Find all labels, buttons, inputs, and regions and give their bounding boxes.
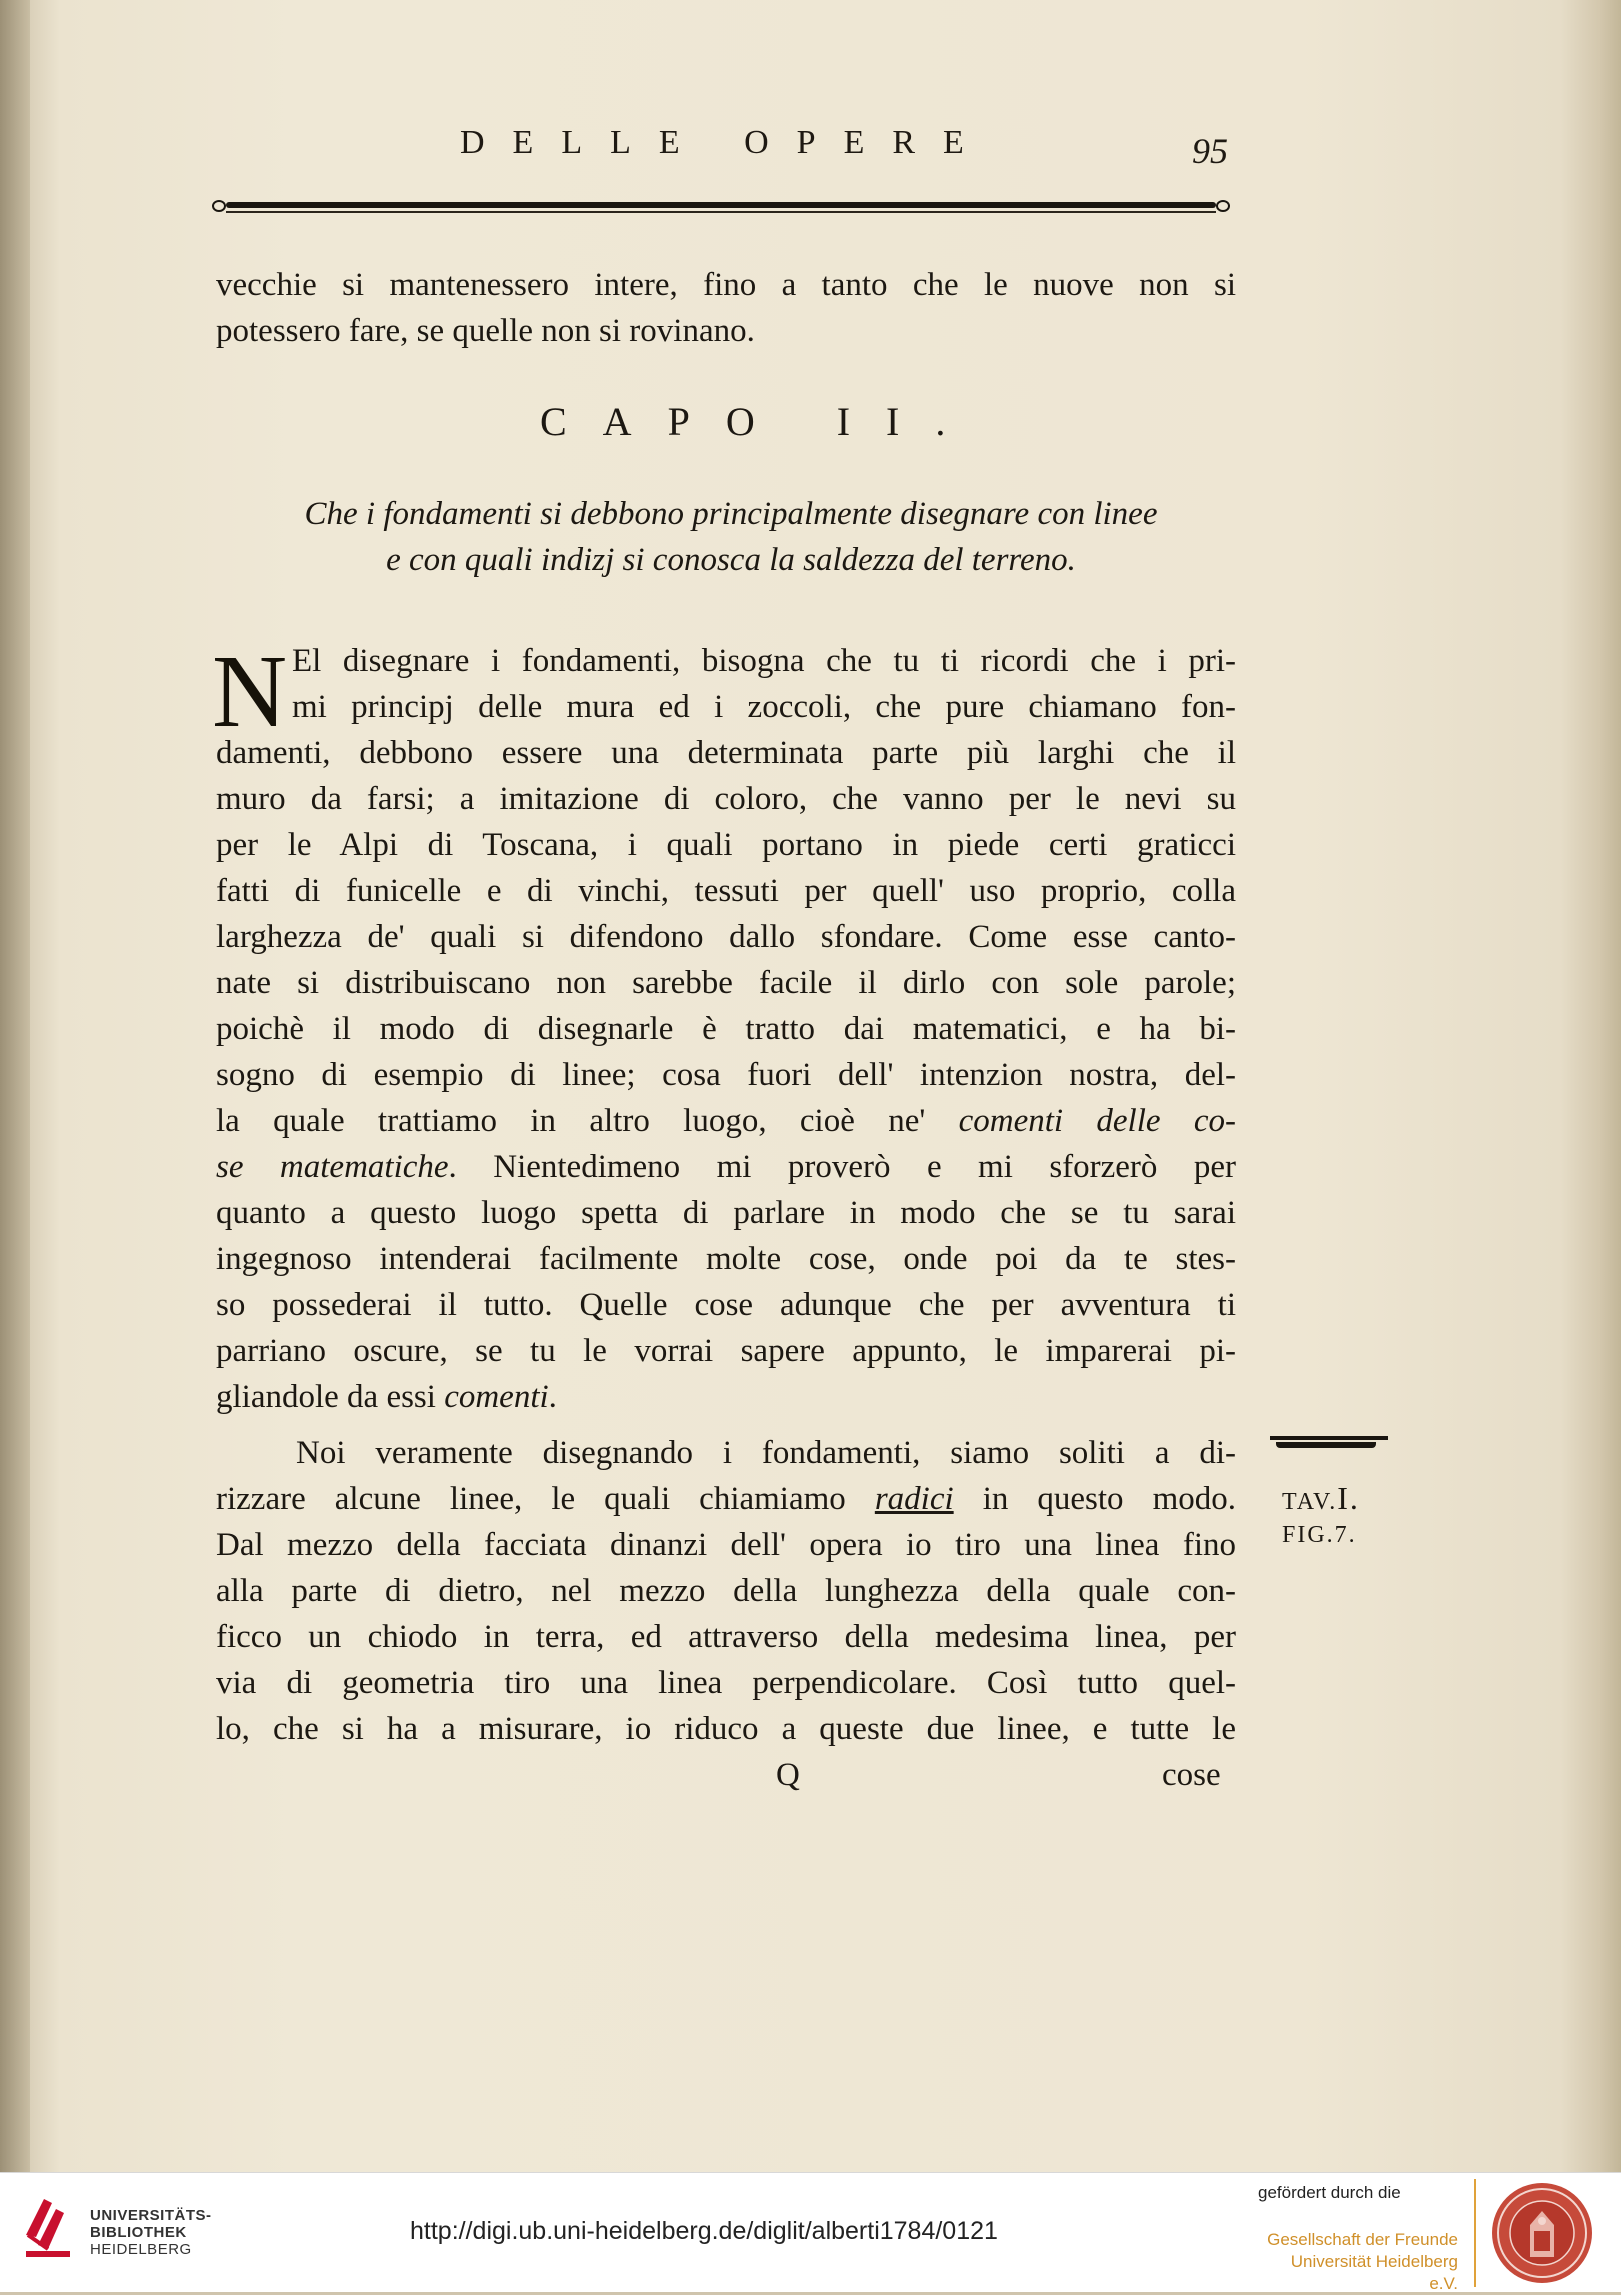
footer-divider (1474, 2179, 1476, 2287)
text-line (216, 1144, 1236, 1190)
running-title: DELLE OPERE (460, 124, 992, 161)
rule-thin-line (226, 211, 1216, 213)
text-line: poichè il modo di disegnarle è tratto dai matematici, e ha bi- (216, 1011, 1236, 1047)
margin-ornament (1270, 1436, 1388, 1450)
text-line: fatti di funicelle e di vinchi, tessuti per quell' uso proprio, colla (216, 873, 1236, 909)
library-name-line: HEIDELBERG (90, 2241, 192, 2258)
signature-mark: Q (776, 1757, 800, 1793)
footer-bar (0, 2172, 1621, 2292)
text-line: El disegnare i fondamenti, bisogna che tu ti ricordi che i pri- (292, 643, 1236, 679)
text-line (216, 1476, 1236, 1522)
catchword: cose (1162, 1757, 1221, 1793)
sponsor-name-line: Universität Heidelberg e.V. (1290, 2252, 1458, 2293)
text-line: potessero fare, se quelle non si rovinano. (216, 313, 755, 349)
italic-text-run: radici (874, 1481, 954, 1517)
text-line: alla parte di dietro, nel mezzo della lunghezza della quale con- (216, 1573, 1236, 1609)
italic-text-run: comenti (444, 1379, 549, 1415)
text-line: Noi veramente disegnando i fondamenti, siamo soliti a di- (296, 1435, 1236, 1471)
text-line: sogno di esempio di linee; cosa fuori dell' intenzion nostra, del- (216, 1057, 1236, 1093)
text-run: . (548, 1379, 557, 1415)
text-line: mi principj delle mura ed i zoccoli, che pure chiamano fon- (292, 689, 1236, 725)
margin-note-plate (1282, 1480, 1360, 1517)
text-line: lo, che si ha a misurare, io riduco a queste due linee, e tutte le (216, 1711, 1236, 1747)
permalink-url[interactable]: http://digi.ub.uni-heidelberg.de/diglit/alberti1784/0121 (410, 2217, 998, 2245)
italic-text-run: comenti delle co- (958, 1103, 1236, 1139)
header-rule (212, 200, 1230, 214)
margin-ornament-bar (1270, 1436, 1388, 1440)
margin-ornament-bar (1276, 1442, 1376, 1448)
page-number: 95 (1192, 131, 1228, 171)
plate-number: I. (1337, 1480, 1360, 1516)
margin-note-figure (1282, 1522, 1357, 1549)
text-line: ficco un chiodo in terra, ed attraverso della medesima linea, per (216, 1619, 1236, 1655)
text-run: la quale trattiamo in altro luogo, cioè ne' (216, 1103, 959, 1139)
chapter-subtitle-line: Che i fondamenti si debbono principalmente disegnare con linee (304, 496, 1158, 532)
text-line: damenti, debbono essere una determinata parte più larghi che il (216, 735, 1236, 771)
plate-label: TAV. (1282, 1489, 1338, 1515)
italic-text-run: se matematiche (216, 1149, 449, 1185)
text-line (216, 1374, 1236, 1420)
rule-left-ornament (212, 200, 226, 212)
text-line: parriano oscure, se tu le vorrai sapere appunto, le imparerai pi- (216, 1333, 1236, 1369)
rule-right-ornament (1216, 200, 1230, 212)
library-name-line: UNIVERSITÄTS- (90, 2207, 212, 2224)
figure-label: FIG. (1282, 1522, 1335, 1548)
text-line: per le Alpi di Toscana, i quali portano in piede certi graticci (216, 827, 1236, 863)
library-name-line: BIBLIOTHEK (90, 2224, 187, 2241)
sponsor-caption: gefördert durch die (1258, 2183, 1401, 2202)
sponsor-name[interactable] (1260, 2229, 1458, 2295)
text-run: . Nientedimeno mi proverò e mi sforzerò per (448, 1149, 1236, 1185)
text-line: nate si distribuiscano non sarebbe facile il dirlo con sole parole; (216, 965, 1236, 1001)
text-line: via di geometria tiro una linea perpendicolare. Così tutto quel- (216, 1665, 1236, 1701)
text-line: so possederai il tutto. Quelle cose adunque che per avventura ti (216, 1287, 1236, 1323)
chapter-heading: CAPO II. (540, 399, 982, 444)
text-run: in questo modo. (953, 1481, 1236, 1517)
chapter-subtitle-line: e con quali indizj si conosca la saldezza del terreno. (386, 542, 1076, 578)
library-name (90, 2207, 212, 2258)
text-line: quanto a questo luogo spetta di parlare in modo che se tu sarai (216, 1195, 1236, 1231)
text-line: larghezza de' quali si difendono dallo sfondare. Come esse canto- (216, 919, 1236, 955)
university-seal-icon (1490, 2181, 1594, 2285)
sponsor-name-line: Gesellschaft der Freunde (1267, 2230, 1458, 2249)
text-line: vecchie si mantenessero intere, fino a tanto che le nuove non si (216, 267, 1236, 303)
text-line: ingegnoso intenderai facilmente molte cose, onde poi da te stes- (216, 1241, 1236, 1277)
text-run: gliandole da essi (216, 1379, 445, 1415)
university-library-logo-icon[interactable] (22, 2195, 74, 2265)
book-gutter (0, 0, 30, 2172)
text-run: rizzare alcune linee, le quali chiamiamo (216, 1481, 875, 1517)
drop-cap: N (212, 634, 288, 749)
text-line (216, 1098, 1236, 1144)
rule-thick-line (226, 202, 1216, 208)
text-line: muro da farsi; a imitazione di coloro, che vanno per le nevi su (216, 781, 1236, 817)
figure-number: 7. (1334, 1522, 1357, 1548)
text-line: Dal mezzo della facciata dinanzi dell' opera io tiro una linea fino (216, 1527, 1236, 1563)
